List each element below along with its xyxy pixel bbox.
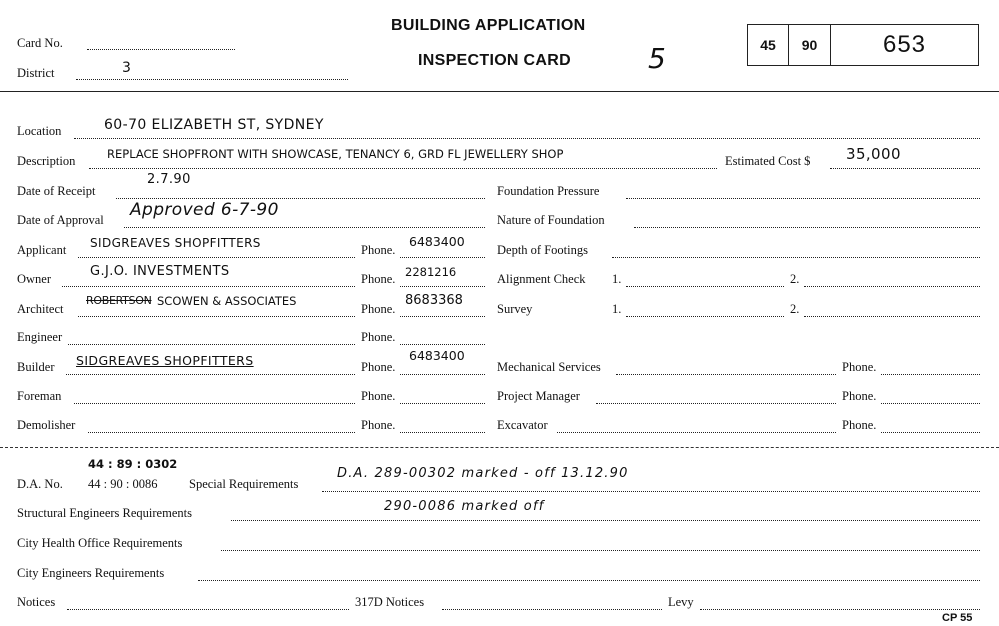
description-value: REPLACE SHOPFRONT WITH SHOWCASE, TENANCY 6, GRD FL JEWELLERY SHOP: [107, 147, 564, 161]
survey-num1: 1.: [612, 302, 622, 316]
date-of-approval-label: Date of Approval: [17, 213, 104, 227]
estimated-cost-label: Estimated Cost $: [725, 154, 811, 168]
mechanical-services-phone-label: Phone.: [842, 360, 877, 374]
owner-label: Owner: [17, 272, 52, 286]
foreman-field[interactable]: [74, 403, 355, 404]
builder-field[interactable]: [66, 374, 355, 375]
mechanical-services-field[interactable]: [616, 374, 836, 375]
notices-field[interactable]: [67, 609, 349, 610]
builder-phone-value: 6483400: [409, 348, 465, 363]
architect-struck-value: ROBERTSON: [86, 294, 152, 307]
builder-value: SIDGREAVES SHOPFITTERS: [76, 353, 254, 368]
foundation-pressure-label: Foundation Pressure: [497, 184, 600, 198]
owner-phone-value: 2281216: [405, 265, 457, 279]
date-of-receipt-field[interactable]: [116, 198, 485, 199]
demolisher-field[interactable]: [88, 432, 355, 433]
date-of-approval-value: Approved 6-7-90: [130, 200, 279, 220]
city-engineers-label: City Engineers Requirements: [17, 566, 165, 580]
architect-label: Architect: [17, 302, 64, 316]
applicant-phone-value: 6483400: [409, 234, 465, 249]
special-requirements-label: Special Requirements: [189, 477, 299, 491]
owner-phone-field[interactable]: [400, 286, 485, 287]
survey-num2: 2.: [790, 302, 800, 316]
location-field[interactable]: [74, 138, 980, 139]
special-requirements-field[interactable]: [322, 491, 980, 492]
special-requirements-note-2: 290-0086 marked off: [384, 499, 545, 514]
estimated-cost-field[interactable]: [830, 168, 980, 169]
nature-of-foundation-label: Nature of Foundation: [497, 213, 605, 227]
excavator-field[interactable]: [557, 432, 836, 433]
applicant-field[interactable]: [78, 257, 355, 258]
applicant-label: Applicant: [17, 243, 67, 257]
survey-label: Survey: [497, 302, 533, 316]
location-value: 60-70 ELIZABETH ST, SYDNEY: [104, 117, 324, 133]
levy-label: Levy: [668, 595, 694, 609]
builder-phone-field[interactable]: [400, 374, 485, 375]
city-health-office-label: City Health Office Requirements: [17, 536, 183, 550]
engineer-phone-field[interactable]: [400, 344, 485, 345]
engineer-label: Engineer: [17, 330, 63, 344]
da-no-label: D.A. No.: [17, 477, 63, 491]
builder-label: Builder: [17, 360, 55, 374]
demolisher-phone-field[interactable]: [400, 432, 485, 433]
header-divider: [0, 91, 999, 92]
architect-field[interactable]: [78, 316, 355, 317]
structural-engineers-label: Structural Engineers Requirements: [17, 506, 192, 520]
box-district-code-value: 45: [760, 37, 776, 53]
da-number-previous: 44 : 89 : 0302: [88, 457, 178, 471]
foreman-label: Foreman: [17, 389, 62, 403]
project-manager-label: Project Manager: [497, 389, 580, 403]
city-health-office-field[interactable]: [221, 550, 980, 551]
alignment-check-label: Alignment Check: [497, 272, 586, 286]
box-year: [788, 24, 831, 66]
architect-value: SCOWEN & ASSOCIATES: [157, 294, 297, 308]
levy-field[interactable]: [700, 609, 980, 610]
alignment-check-num1: 1.: [612, 272, 622, 286]
notices-317d-field[interactable]: [442, 609, 662, 610]
applicant-value: SIDGREAVES SHOPFITTERS: [90, 236, 261, 250]
district-field[interactable]: [76, 79, 348, 80]
engineer-field[interactable]: [68, 344, 355, 345]
foundation-pressure-field[interactable]: [626, 198, 980, 199]
owner-value: G.J.O. INVESTMENTS: [90, 264, 230, 279]
foreman-phone-field[interactable]: [400, 403, 485, 404]
architect-phone-field[interactable]: [400, 316, 485, 317]
notices-label: Notices: [17, 595, 56, 609]
excavator-phone-field[interactable]: [881, 432, 980, 433]
da-no-value: 44 : 90 : 0086: [88, 477, 158, 491]
nature-of-foundation-field[interactable]: [634, 227, 980, 228]
survey-field-2[interactable]: [804, 316, 980, 317]
owner-field[interactable]: [62, 286, 355, 287]
project-manager-field[interactable]: [596, 403, 836, 404]
mechanical-services-label: Mechanical Services: [497, 360, 601, 374]
project-manager-phone-field[interactable]: [881, 403, 980, 404]
survey-field-1[interactable]: [626, 316, 784, 317]
box-district-code: [747, 24, 789, 66]
district-label: District: [17, 66, 55, 80]
special-requirements-note-1: D.A. 289-00302 marked - off 13.12.90: [337, 466, 629, 481]
card-number-handwritten: 5: [648, 42, 667, 75]
box-year-value: 90: [801, 37, 818, 53]
demolisher-label: Demolisher: [17, 418, 76, 432]
estimated-cost-value: 35,000: [846, 145, 901, 163]
depth-of-footings-label: Depth of Footings: [497, 243, 588, 257]
architect-phone-label: Phone.: [361, 302, 396, 316]
form-title-line1: BUILDING APPLICATION: [391, 17, 586, 34]
date-of-receipt-label: Date of Receipt: [17, 184, 96, 198]
notices-317d-label: 317D Notices: [355, 595, 425, 609]
foreman-phone-label: Phone.: [361, 389, 396, 403]
date-of-approval-field[interactable]: [124, 227, 485, 228]
engineer-phone-label: Phone.: [361, 330, 396, 344]
depth-of-footings-field[interactable]: [612, 257, 980, 258]
card-no-field[interactable]: [87, 49, 235, 50]
description-field[interactable]: [89, 168, 717, 169]
date-of-receipt-value: 2.7.90: [147, 172, 191, 187]
excavator-label: Excavator: [497, 418, 548, 432]
box-number-value: 653: [882, 31, 927, 58]
alignment-check-num2: 2.: [790, 272, 800, 286]
owner-phone-label: Phone.: [361, 272, 396, 286]
district-value: 3: [122, 60, 132, 76]
city-engineers-field[interactable]: [198, 580, 980, 581]
section-divider: [0, 447, 999, 448]
mechanical-services-phone-field[interactable]: [881, 374, 980, 375]
alignment-check-field-2[interactable]: [804, 286, 980, 287]
box-number: [830, 24, 979, 66]
structural-engineers-field[interactable]: [231, 520, 980, 521]
alignment-check-field-1[interactable]: [626, 286, 784, 287]
demolisher-phone-label: Phone.: [361, 418, 396, 432]
form-title-line2: INSPECTION CARD: [418, 52, 571, 69]
description-label: Description: [17, 154, 76, 168]
applicant-phone-label: Phone.: [361, 243, 396, 257]
excavator-phone-label: Phone.: [842, 418, 877, 432]
card-no-label: Card No.: [17, 36, 63, 50]
project-manager-phone-label: Phone.: [842, 389, 877, 403]
architect-phone-value: 8683368: [405, 293, 463, 308]
builder-phone-label: Phone.: [361, 360, 396, 374]
applicant-phone-field[interactable]: [400, 257, 485, 258]
location-label: Location: [17, 124, 62, 138]
form-code: CP 55: [942, 612, 973, 624]
